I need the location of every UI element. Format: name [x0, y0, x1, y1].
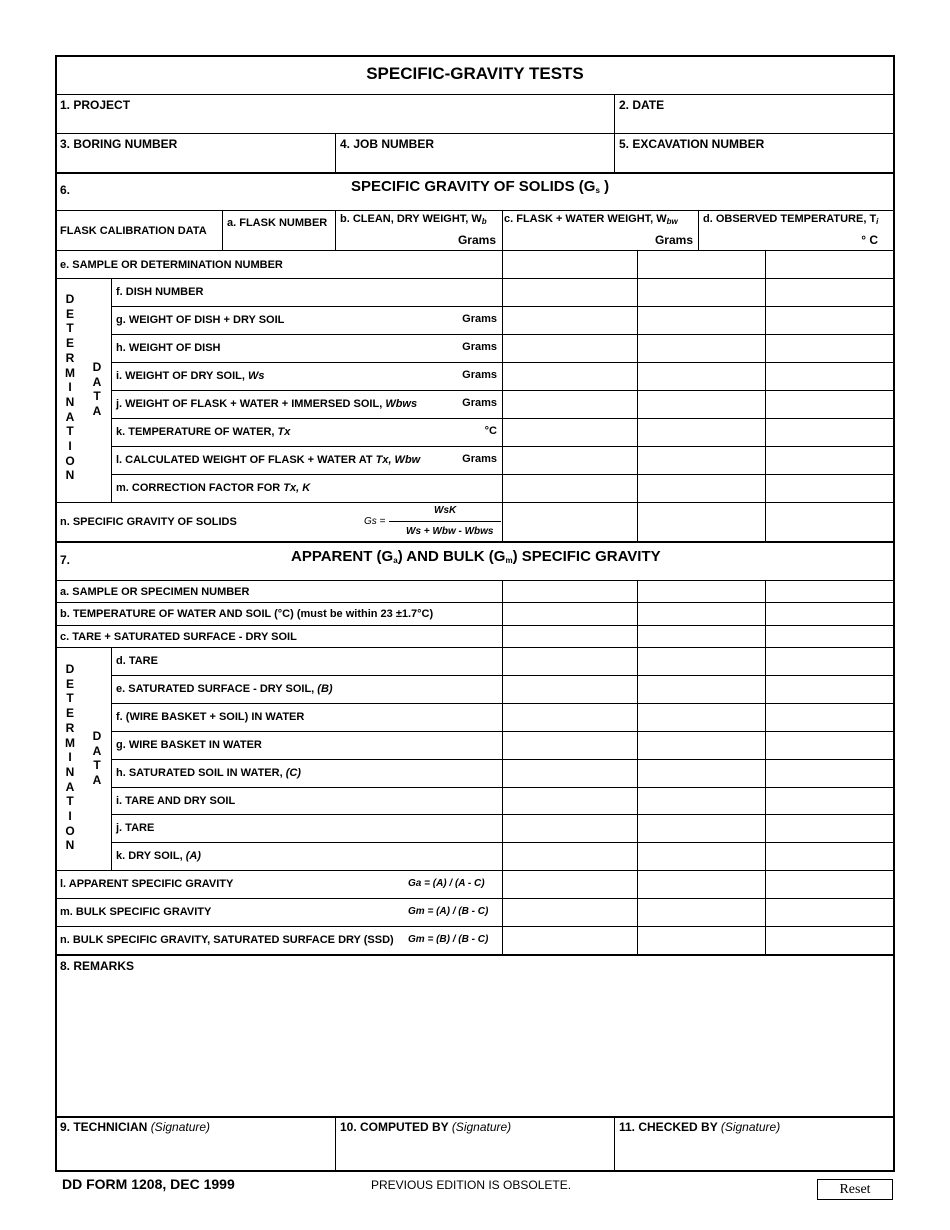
determination-row-label: m. CORRECTION FACTOR FOR Tx, K — [116, 482, 311, 494]
section-6-number: 6. — [60, 183, 71, 197]
date-field[interactable] — [615, 95, 893, 133]
specimen-row-label: d. TARE — [116, 655, 158, 667]
determination-row-label: j. WEIGHT OF FLASK + WATER + IMMERSED SOIL, Wbws — [116, 398, 418, 410]
specimen-row-label: i. TARE AND DRY SOIL — [116, 795, 236, 807]
divider — [765, 250, 766, 541]
determination-vertical-label: D E T E R M I N A T I O N — [65, 662, 75, 853]
technician-label: 9. TECHNICIAN (Signature) — [60, 1120, 211, 1134]
computed-by-label: 10. COMPUTED BY (Signature) — [340, 1120, 512, 1134]
divider — [56, 926, 894, 927]
unit-label: Grams — [462, 313, 497, 325]
clean-dry-weight-label: b. CLEAN, DRY WEIGHT, $W_b$ — [340, 213, 487, 226]
obsolete-notice: PREVIOUS EDITION IS OBSOLETE. — [371, 1178, 572, 1192]
divider — [56, 898, 894, 899]
bulk-ssd-formula: Gm = (B) / (B - C) — [408, 934, 489, 945]
divider — [637, 580, 638, 954]
checked-by-label: 11. CHECKED BY (Signature) — [619, 1120, 781, 1134]
gs-formula-lhs: Gs = — [364, 516, 386, 527]
flask-calibration-label: FLASK CALIBRATION DATA — [60, 225, 207, 237]
divider — [56, 502, 894, 503]
divider — [502, 210, 503, 250]
job-number-field[interactable] — [336, 134, 614, 172]
bulk-gravity-formula: Gm = (A) / (B - C) — [408, 906, 489, 917]
specimen-row-label: h. SATURATED SOIL IN WATER, (C) — [116, 767, 301, 779]
divider — [56, 870, 894, 871]
sample-specimen-label: a. SAMPLE OR SPECIMEN NUMBER — [60, 586, 250, 598]
data-vertical-label: D A T A — [92, 729, 102, 788]
specimen-row-label: f. (WIRE BASKET + SOIL) IN WATER — [116, 711, 305, 723]
specific-gravity-solids-label: n. SPECIFIC GRAVITY OF SOLIDS — [60, 516, 237, 528]
determination-row-label: f. DISH NUMBER — [116, 286, 204, 298]
specimen-row-label: e. SATURATED SURFACE - DRY SOIL, (B) — [116, 683, 333, 695]
formula-fraction-bar — [389, 521, 501, 522]
divider — [56, 580, 894, 581]
determination-row-label: l. CALCULATED WEIGHT OF FLASK + WATER AT Tx, Wbw — [116, 454, 421, 466]
specimen-row-label: j. TARE — [116, 822, 155, 834]
form-number: DD FORM 1208, DEC 1999 — [62, 1176, 235, 1192]
determination-row-label: k. TEMPERATURE OF WATER, Tx — [116, 426, 291, 438]
sample-determination-label: e. SAMPLE OR DETERMINATION NUMBER — [60, 259, 283, 271]
divider — [765, 580, 766, 954]
unit-label: °C — [484, 425, 497, 437]
divider — [335, 210, 336, 250]
water-temperature-label: b. TEMPERATURE OF WATER AND SOIL (°C) (must be within 23 ±1.7°C) — [60, 608, 434, 620]
divider — [502, 250, 503, 541]
divider — [56, 1116, 894, 1118]
boring-number-field[interactable] — [57, 134, 334, 172]
specimen-row-label: k. DRY SOIL, (A) — [116, 850, 201, 862]
section-6-title: SPECIFIC GRAVITY OF SOLIDS ($G_s$ ) — [351, 178, 610, 195]
determination-row-label: i. WEIGHT OF DRY SOIL, Ws — [116, 370, 265, 382]
divider — [56, 541, 894, 543]
observed-temperature-label: d. OBSERVED TEMPERATURE, $T_i$ — [703, 213, 879, 226]
remarks-label: 8. REMARKS — [60, 959, 135, 973]
divider — [56, 278, 894, 279]
data-vertical-label: D A T A — [92, 360, 102, 419]
determination-row-label: g. WEIGHT OF DISH + DRY SOIL — [116, 314, 285, 326]
divider — [56, 625, 894, 626]
unit-label: Grams — [462, 341, 497, 353]
project-label: 1. PROJECT — [60, 98, 131, 112]
tare-saturated-label: c. TARE + SATURATED SURFACE - DRY SOIL — [60, 631, 297, 643]
unit-label: Grams — [462, 369, 497, 381]
bulk-gravity-label: m. BULK SPECIFIC GRAVITY — [60, 906, 212, 918]
specimen-row-label: g. WIRE BASKET IN WATER — [116, 739, 262, 751]
job-number-label: 4. JOB NUMBER — [340, 137, 435, 151]
date-label: 2. DATE — [619, 98, 665, 112]
divider — [637, 250, 638, 541]
degc-unit: ° C — [861, 233, 878, 247]
flask-number-field[interactable] — [223, 236, 335, 250]
section-7-number: 7. — [60, 553, 71, 567]
technician-signature-field[interactable] — [57, 1136, 334, 1170]
reset-button[interactable]: Reset — [817, 1179, 893, 1200]
determination-row-label: h. WEIGHT OF DISH — [116, 342, 221, 354]
apparent-gravity-label: l. APPARENT SPECIFIC GRAVITY — [60, 878, 234, 890]
checked-by-signature-field[interactable] — [615, 1136, 893, 1170]
excavation-number-label: 5. EXCAVATION NUMBER — [619, 137, 765, 151]
form-title: SPECIFIC-GRAVITY TESTS — [366, 64, 584, 83]
divider — [56, 172, 894, 174]
determination-vertical-label: D E T E R M I N A T I O N — [65, 292, 75, 483]
flask-number-label: a. FLASK NUMBER — [227, 217, 328, 229]
boring-number-label: 3. BORING NUMBER — [60, 137, 178, 151]
flask-water-grams-unit: Grams — [654, 233, 693, 247]
computed-by-signature-field[interactable] — [336, 1136, 614, 1170]
divider — [56, 250, 894, 251]
gs-formula-numerator: WsK — [434, 505, 457, 516]
remarks-field[interactable] — [57, 975, 893, 1115]
divider — [56, 602, 894, 603]
divider — [502, 580, 503, 954]
gs-formula-denominator: Ws + Wbw - Wbws — [406, 526, 494, 537]
bulk-ssd-label: n. BULK SPECIFIC GRAVITY, SATURATED SURFACE DRY (SSD) — [60, 934, 394, 946]
divider — [335, 133, 336, 172]
project-field[interactable] — [57, 95, 614, 133]
divider — [56, 954, 894, 956]
divider — [698, 210, 699, 250]
clean-dry-grams-unit: Grams — [457, 233, 496, 247]
apparent-gravity-formula: Ga = (A) / (A - C) — [408, 878, 485, 889]
divider — [56, 647, 894, 648]
unit-label: Grams — [462, 397, 497, 409]
section-7-title: APPARENT $(G_a)$ AND BULK $(G_m)$ SPECIFIC GRAVITY — [291, 548, 661, 565]
flask-water-weight-label: c. FLASK + WATER WEIGHT, $W_{bw}$ — [504, 213, 678, 226]
unit-label: Grams — [462, 453, 497, 465]
divider — [56, 210, 894, 211]
excavation-number-field[interactable] — [615, 134, 893, 172]
